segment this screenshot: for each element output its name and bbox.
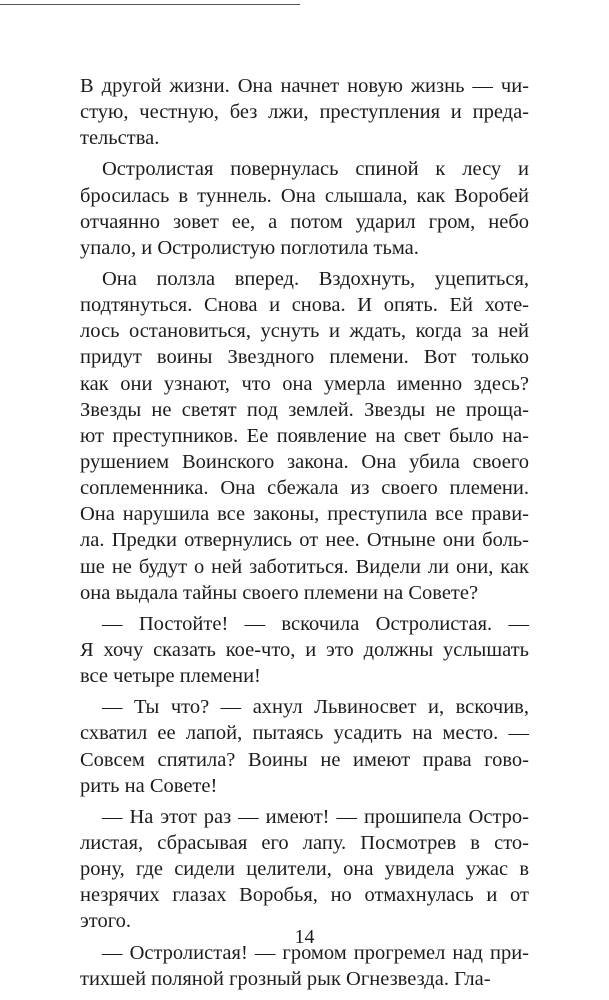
text-line: — На этот раз — имеют! — прошипела Остро-: [102, 805, 529, 828]
text-line: незрячих глазах Воробья, но отмахнулась и от: [80, 884, 529, 907]
paragraph: [80, 266, 529, 606]
text-line: тельства.: [80, 127, 160, 150]
text-line: рить на Совете!: [80, 774, 218, 797]
text-line: Она ползла вперед. Вздохнуть, уцепиться,: [102, 267, 529, 290]
text-line: отчаянно зовет ее, а потом ударил гром, небо: [80, 210, 529, 233]
text-line: — Ты что? — ахнул Львиносвет и, вскочив,: [102, 696, 529, 719]
paragraph: [80, 73, 529, 151]
text-line: она выдала тайны своего племени на Совете?: [80, 581, 479, 604]
text-line: Звезды не светят под землей. Звезды не проща-: [80, 398, 529, 421]
text-line: — Остролистая! — громом прогремел над при-: [102, 941, 529, 964]
text-line: тихшей поляной грозный рык Огнезвезда. Гла-: [80, 967, 491, 990]
paragraph: [80, 804, 529, 935]
text-line: Я хочу сказать кое-что, и это должны услышать: [80, 638, 529, 661]
text-line: схватил ее лапой, пытаясь усадить на место. —: [80, 722, 529, 745]
text-line: стую, честную, без лжи, преступления и преда-: [80, 101, 529, 124]
text-line: этого.: [80, 910, 132, 933]
text-line: все четыре племени!: [80, 665, 261, 688]
paragraph: [80, 694, 529, 799]
text-line: придут воины Звездного племени. Вот только: [80, 346, 529, 369]
text-line: В другой жизни. Она начнет новую жизнь — чи-: [80, 75, 529, 97]
text-line: — Постойте! — вскочила Остролистая. —: [102, 612, 529, 635]
text-line: как они узнают, что она умерла именно здесь?: [80, 372, 529, 395]
text-line: рушением Воинского закона. Она убила своего: [80, 450, 529, 473]
text-line: соплеменника. Она сбежала из своего племени.: [80, 477, 529, 500]
text-line: Остролистая повернулась спиной к лесу и: [102, 158, 529, 181]
text-line: подтянуться. Снова и снова. И опять. Ей хоте-: [80, 294, 529, 317]
text-line: рону, где сидели целители, она увидела ужас в: [80, 858, 529, 881]
text-line: лось остановиться, уснуть и ждать, когда за ней: [80, 320, 529, 343]
text-line: бросилась в туннель. Она слышала, как Воробей: [80, 184, 529, 207]
text-line: Совсем спятила? Воины не имеют права гово-: [80, 748, 529, 771]
header-rule: [0, 4, 300, 5]
page-number: 14: [294, 926, 315, 948]
text-line: листая, сбрасывая его лапу. Посмотрев в сто-: [80, 831, 529, 854]
text-line: упало, и Остролистую поглотила тьма.: [80, 236, 419, 259]
text-line: ше не будут о ней заботиться. Видели ли они, как: [80, 555, 529, 578]
text-line: ют преступников. Ее появление на свет было на-: [80, 424, 529, 447]
text-line: ла. Предки отвернулись от нее. Отныне они боль-: [80, 529, 529, 552]
page-body: [80, 73, 529, 992]
paragraph: [80, 611, 529, 689]
text-line: Она нарушила все законы, преступила все прави-: [80, 503, 529, 526]
paragraph: [80, 156, 529, 261]
